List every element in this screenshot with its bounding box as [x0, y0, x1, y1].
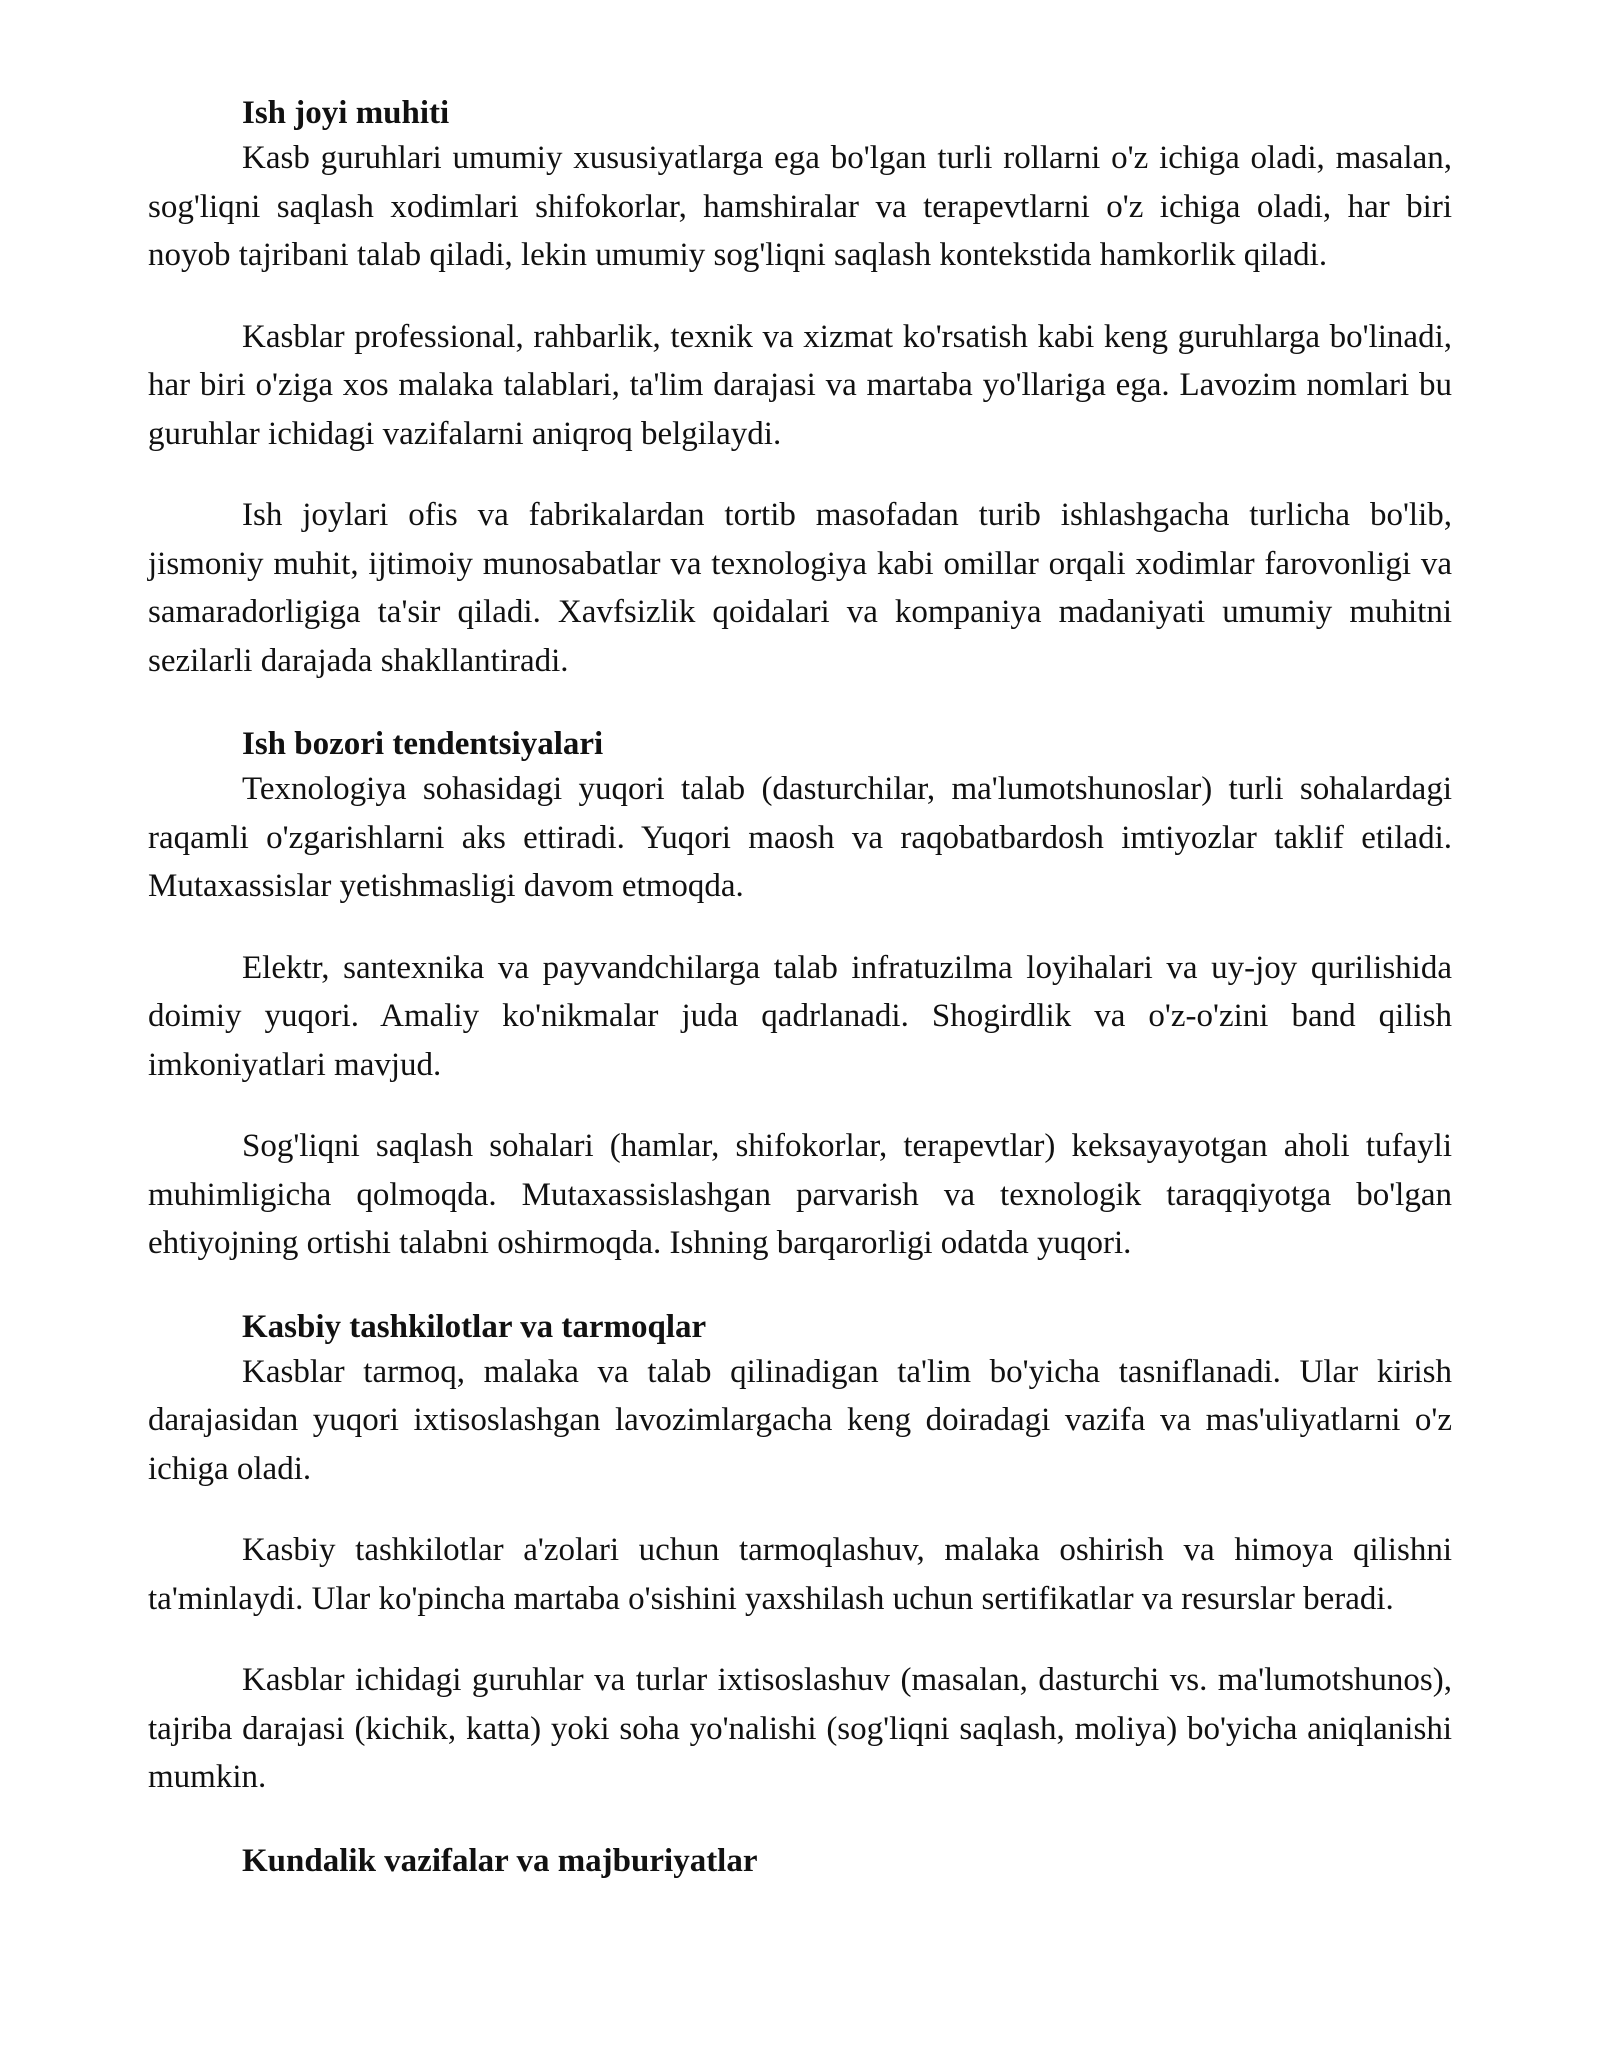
section-heading: Ish joyi muhiti [242, 95, 450, 131]
section-ish-joyi-muhiti [148, 92, 1452, 685]
section-kasbiy-tashkilotlar [148, 1306, 1452, 1802]
paragraph: Kasb guruhlari umumiy xususiyatlarga ega bo'lgan turli rollarni o'z ichiga oladi, masalan, sog'liqni saqlash xodimlari shifokorlar, hamshiralar va terapevtlarni o'z ichiga oladi, har biri noyob tajribani talab qiladi, lekin umumiy sog'liqni saqlash kontekstida hamkorlik qiladi. [148, 140, 1452, 273]
paragraph: Ish joylari ofis va fabrikalardan tortib masofadan turib ishlashgacha turlicha bo'lib, jismoniy muhit, ijtimoiy munosabatlar va texnologiya kabi omillar orqali xodimlar farovonligi va samaradorligiga ta'sir qiladi. Xavfsizlik qoidalari va kompaniya madaniyati umumiy muhitni sezilarli darajada shakllantiradi. [148, 497, 1452, 679]
section-kundalik-vazifalar [148, 1840, 1452, 1882]
paragraph: Kasbiy tashkilotlar a'zolari uchun tarmoqlashuv, malaka oshirish va himoya qilishni ta'minlaydi. Ular ko'pincha martaba o'sishini yaxshilash uchun sertifikatlar va resurslar beradi. [148, 1532, 1452, 1617]
document-page [148, 92, 1452, 1882]
section-heading: Kundalik vazifalar va majburiyatlar [242, 1842, 758, 1879]
section-heading: Ish bozori tendentsiyalari [242, 726, 604, 762]
section-heading: Kasbiy tashkilotlar va tarmoqlar [242, 1308, 707, 1345]
paragraph: Kasblar tarmoq, malaka va talab qilinadigan ta'lim bo'yicha tasniflanadi. Ular kirish darajasidan yuqori ixtisoslashgan lavozimlargacha keng doiradagi vazifa va mas'uliyatlarni o'z ichiga oladi. [148, 1353, 1452, 1487]
paragraph: Kasblar ichidagi guruhlar va turlar ixtisoslashuv (masalan, dasturchi vs. ma'lumotshunos), tajriba darajasi (kichik, katta) yoki soha yo'nalishi (sog'liqni saqlash, moliya) bo'yicha aniqlanishi mumkin. [148, 1662, 1452, 1795]
paragraph: Sog'liqni saqlash sohalari (hamlar, shifokorlar, terapevtlar) keksayayotgan aholi tufayli muhimligicha qolmoqda. Mutaxassislashgan parvarish va texnologik taraqqiyotga bo'lgan ehtiyojning ortishi talabni oshirmoqda. Ishning barqarorligi odatda yuqori. [148, 1128, 1452, 1261]
paragraph: Kasblar professional, rahbarlik, texnik va xizmat ko'rsatish kabi keng guruhlarga bo'linadi, har biri o'ziga xos malaka talablari, ta'lim darajasi va martaba yo'llariga ega. Lavozim nomlari bu guruhlar ichidagi vazifalarni aniqroq belgilaydi. [148, 318, 1452, 452]
section-ish-bozori-tendentsiyalari [148, 723, 1452, 1268]
paragraph: Elektr, santexnika va payvandchilarga talab infratuzilma loyihalari va uy-joy qurilishida doimiy yuqori. Amaliy ko'nikmalar juda qadrlanadi. Shogirdlik va o'z-o'zini band qilish imkoniyatlari mavjud. [148, 949, 1452, 1083]
paragraph: Texnologiya sohasidagi yuqori talab (dasturchilar, ma'lumotshunoslar) turli sohalardagi raqamli o'zgarishlarni aks ettiradi. Yuqori maosh va raqobatbardosh imtiyozlar taklif etiladi. Mutaxassislar yetishmasligi davom etmoqda. [148, 771, 1452, 904]
